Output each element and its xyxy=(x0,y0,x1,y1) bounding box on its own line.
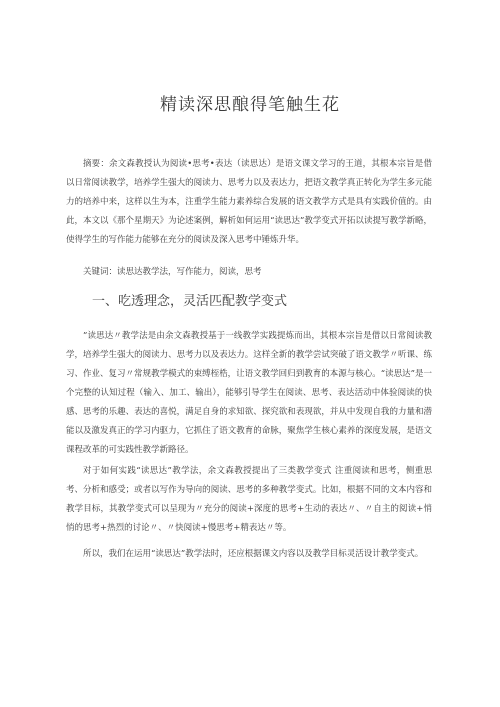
body-paragraph: ”读思达〃教学法是由余文森教授基于一线教学实践提炼而出，其根本宗旨是借以日常阅读教学，培养学生强大的阅读力、思考力以及表达力。这样全新的教学尝试突破了语文教学〃听课、练习、作业、复习〃常规教学模式的束缚桎梏，让语文教学回归到教育的本源与核心。“读思达”是一个完整的认知过程（输入、加工、输出），能够引导学生在阅读、思考、表达活动中体验阅读的快感、思考的乐趣、表达的喜悦，满足自身的求知欲、探究欲和表现欲，并从中发现自我的力量和潜能以及激发真正的学习内驱力，它抓住了语文教育的命脉，聚焦学生核心素养的深度发展，是语文课程改革的可实践性教学新路径。 xyxy=(66,331,432,455)
section-heading: 一、吃透理念，灵活匹配教学变式 xyxy=(92,294,288,309)
body-paragraph: 对于如何实践“读思达”教学法，余文森教授提出了三类教学变式 注重阅读和思考，侧重思考、分析和感受；或者以写作为导向的阅读、思考的多种教学变式。比如，根据不同的文本内容和教学目标，其教学变式可以呈现为〃充分的阅读+深度的思考+生动的表达〃、〃自主的阅读+悄悄的思考+热烈的讨论〃、〃快阅读+慢思考+精表达〃等。 xyxy=(66,466,432,533)
keywords-line: 关键词：读思达教学法，写作能力，阅读，思考 xyxy=(83,267,262,277)
document-title: 精读深思酿得笔触生花 xyxy=(160,95,340,115)
body-paragraph: 所以，我们在运用“读思达”教学法时，还应根据课文内容以及教学目标灵活设计教学变式。 xyxy=(83,549,424,559)
abstract-paragraph: 摘要：余文森教授认为阅读•思考•表达（读思达）是语文课文学习的王道，其根本宗旨是借以日常阅读教学，培养学生强大的阅读力、思考力以及表达力，把语文教学真正转化为学生多元能力的培养中来，这样以生为本，注重学生能力素养综合发展的语文教学方式是具有实践价值的。由此，本文以《那个星期天》为论述案例，解析如何运用“读思达”教学变式开拓以读提写教学新略，使得学生的写作能力能够在充分的阅读及深入思考中锤炼升华。 xyxy=(66,159,432,245)
